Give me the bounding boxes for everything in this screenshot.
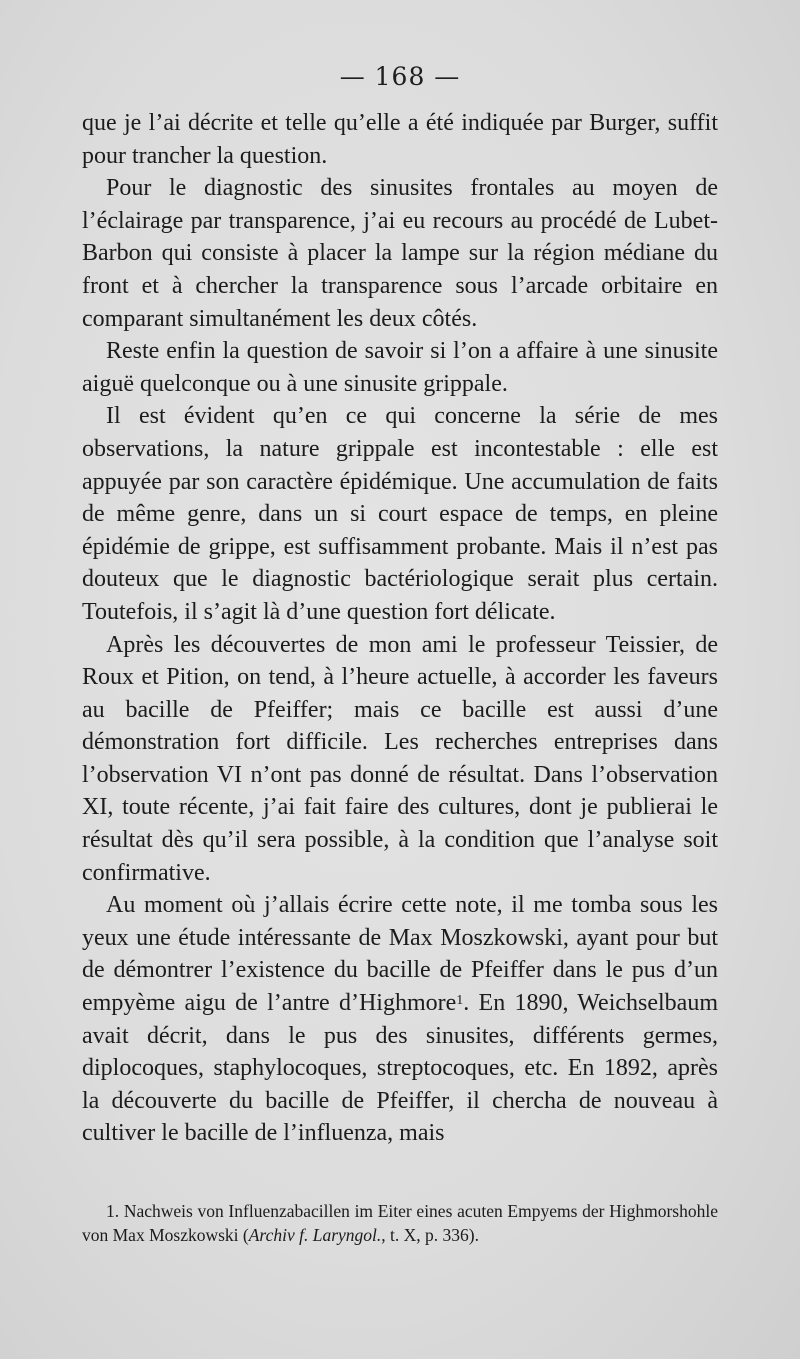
paragraph-6-before-note: Au moment où j’allais écrire cette note, il me tomba sous les yeux une étude intéressante de Max Moszkowski, ayant pour but de démontrer l’existence du bacille de Pfeiffer dans le pus d’un empyème aigu de l’antre d’Highmore [82, 892, 718, 1017]
footnote-number: 1. [106, 1201, 120, 1221]
paragraph-2: Pour le diagnostic des sinusites frontales au moyen de l’éclairage par transparence, j’ai eu recours au procédé de Lubet-Barbon qui consiste à placer la lampe sur la région médiane du front et à chercher la transparence sous l’arcade orbitaire en comparant simultanément les deux côtés. [82, 175, 718, 332]
body-text [82, 107, 718, 1150]
paragraph-3: Reste enfin la question de savoir si l’on a affaire à une sinusite aiguë quelconque ou à une sinusite grippale. [82, 338, 718, 397]
paragraph-1: que je l’ai décrite et telle qu’elle a été indiquée par Burger, suffit pour trancher la question. [82, 110, 718, 169]
paragraph-6 [82, 889, 718, 1150]
footnote-1 [82, 1199, 718, 1247]
paragraph-4: Il est évident qu’en ce qui concerne la série de mes observations, la nature grippale est incontestable : elle est appuyée par son caractère épidémique. Une accumulation de faits de même genre, dans un si court espace de temps, en pleine épidémie de grippe, est suffisamment probante. Mais il n’est pas douteux que le diagnostic bactériologique serait plus certain. Toutefois, il s’agit là d’une question fort délicate. [82, 403, 718, 625]
paragraph-6-after-note: . En 1890, Weichselbaum avait décrit, dans le pus des sinusites, différents germes, diplocoques, staphylocoques, streptocoques, etc. En 1892, après la découverte du bacille de Pfeiffer, il chercha de nouveau à cultiver le bacille de l’influenza, mais [82, 990, 718, 1147]
footnotes [82, 1199, 718, 1247]
footnote-citation: , t. X, p. 336). [381, 1225, 479, 1245]
footnote-text: Nachweis von Influenzabacillen im Eiter eines acuten Empyems der Highmorshohle von Max Moszkowski ( [82, 1201, 718, 1245]
page-number: — 168 — [339, 62, 461, 91]
footnote-journal: Archiv f. Laryngol. [248, 1225, 382, 1245]
paragraph-5: Après les découvertes de mon ami le professeur Teissier, de Roux et Pition, on tend, à l’heure actuelle, à accorder les faveurs au bacille de Pfeiffer; mais ce bacille est aussi d’une démonstration fort difficile. Les recherches entreprises dans l’observation VI n’ont pas donné de résultat. Dans l’observation XI, toute récente, j’ai fait faire des cultures, dont je publierai le résultat dès qu’il sera possible, à la condition que l’analyse soit confirmative. [82, 631, 718, 886]
footnote-reference[interactable]: 1 [456, 993, 464, 1009]
